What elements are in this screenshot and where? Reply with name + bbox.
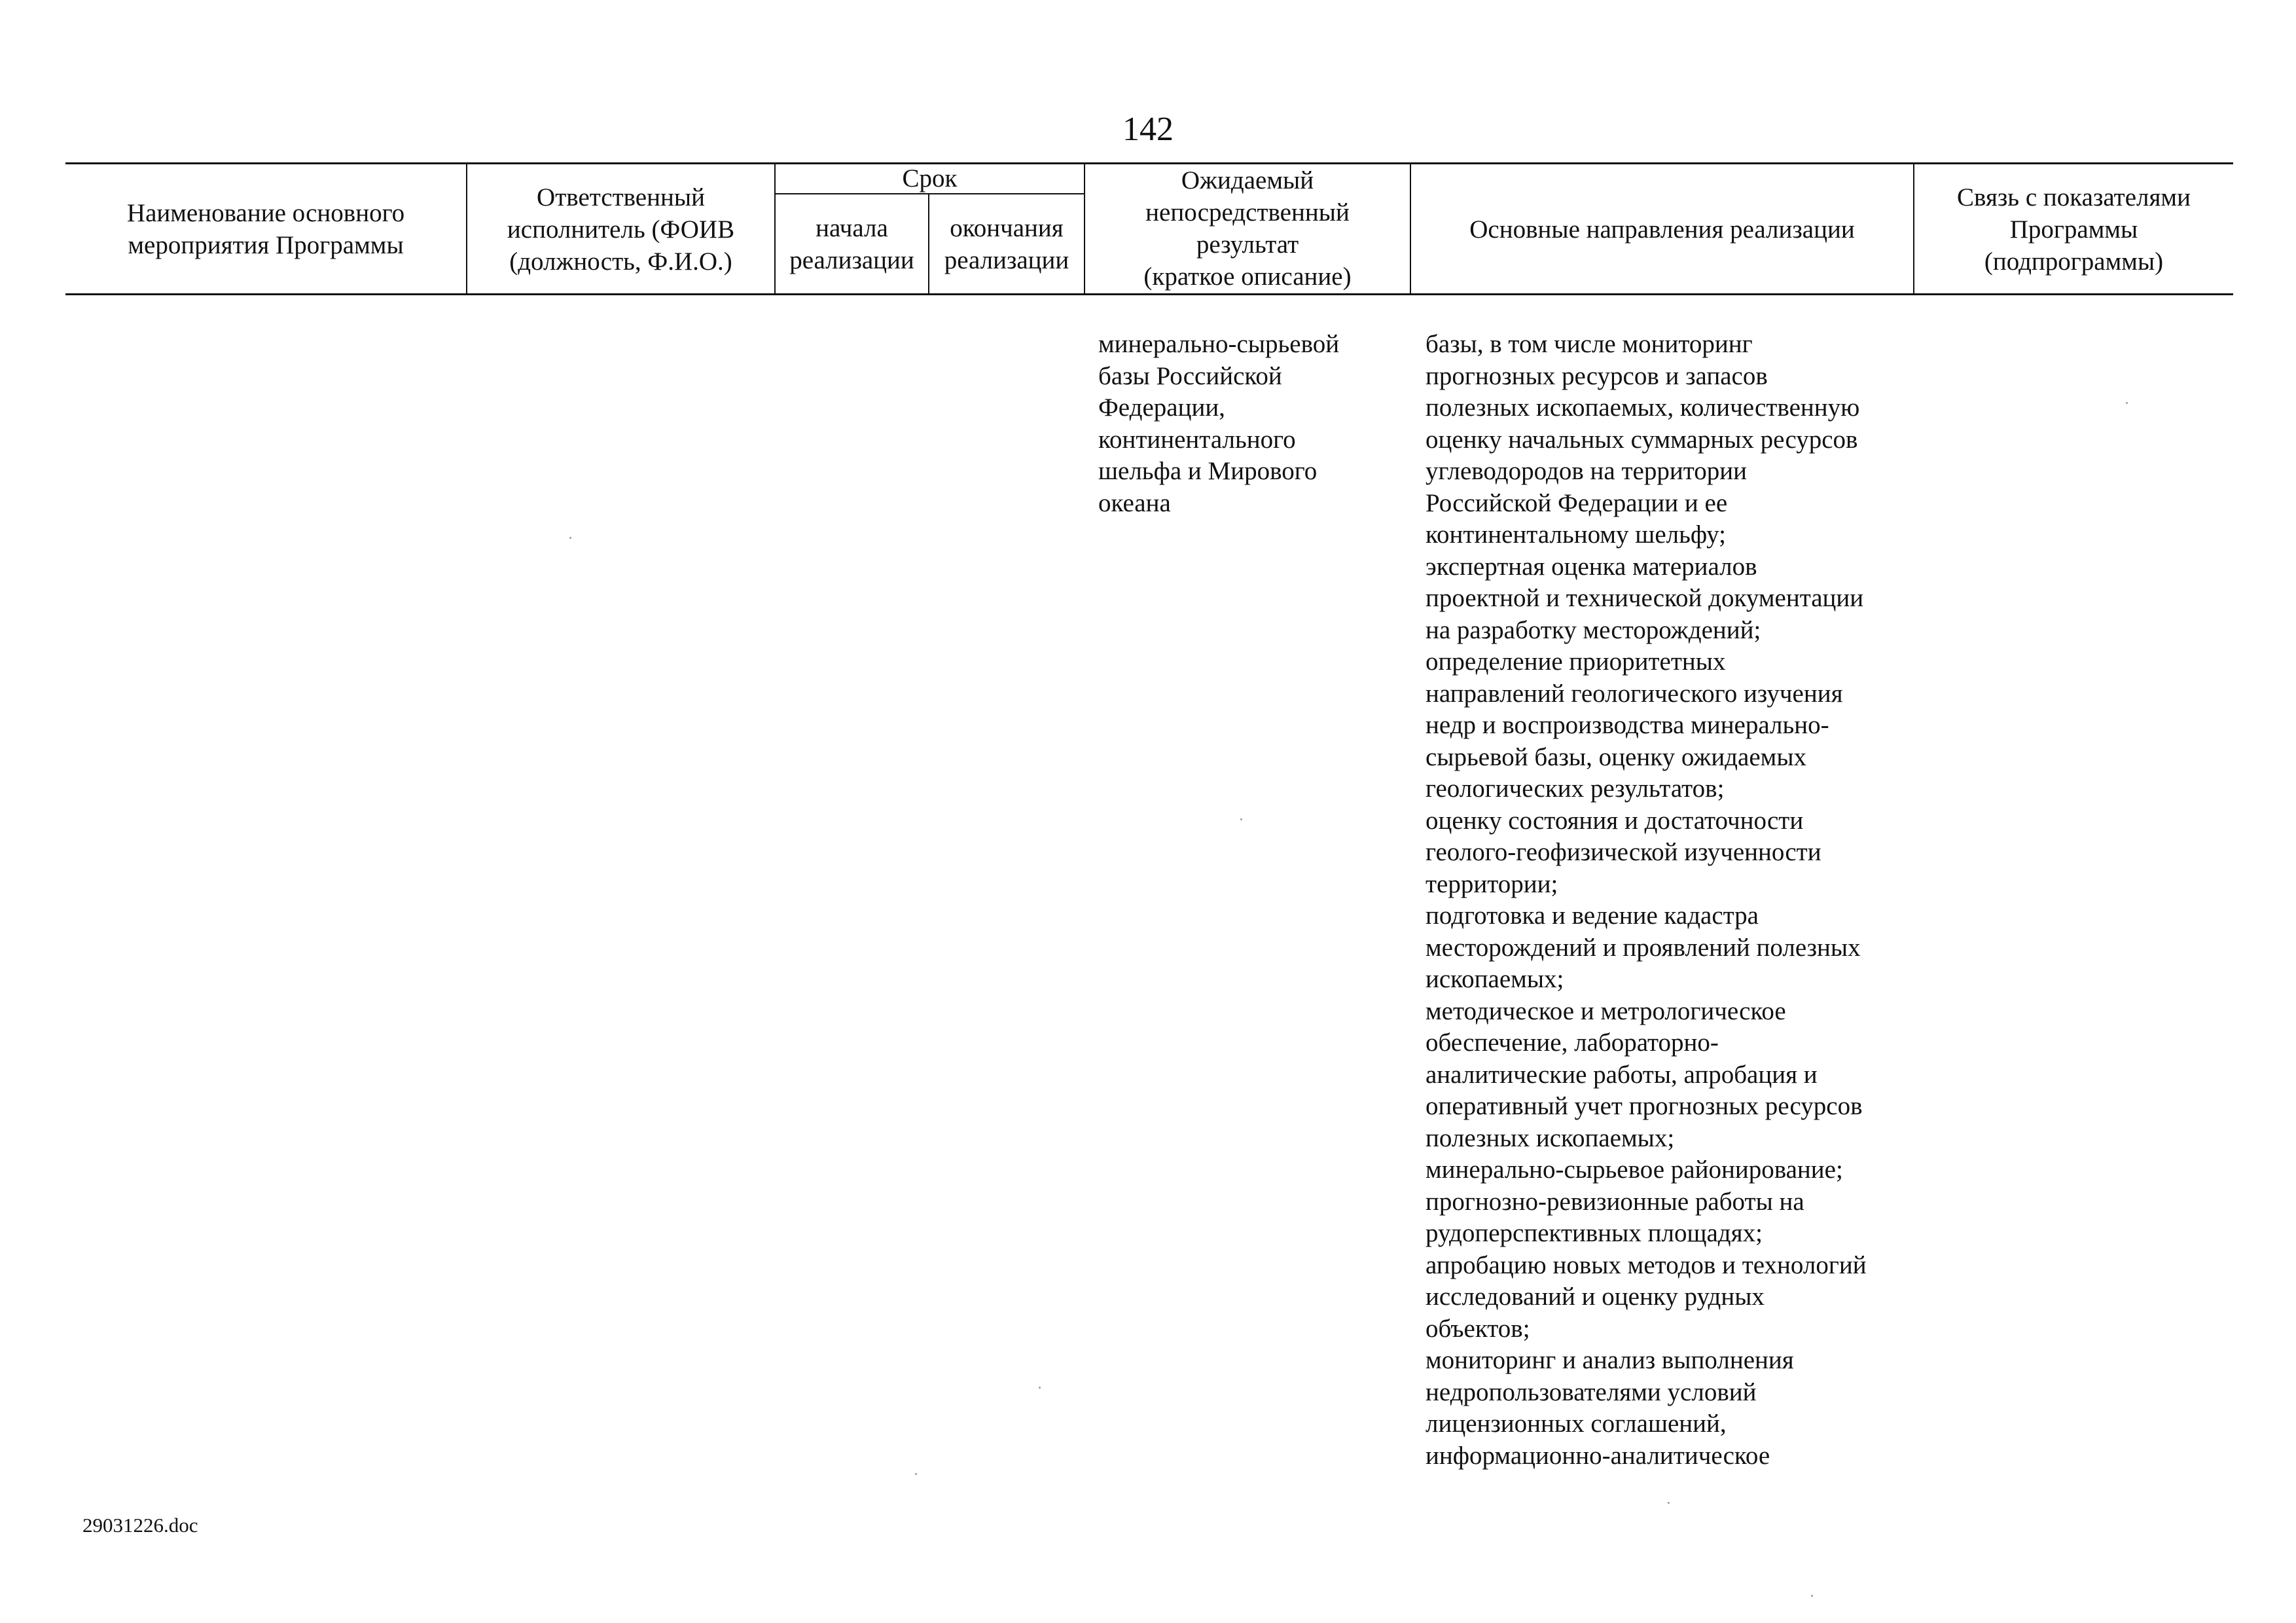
header-responsible: Ответственный исполнитель (ФОИВ (должность, Ф.И.О.) [507,183,735,276]
page-number: 142 [1122,111,1174,148]
scan-speck [2126,402,2128,404]
header-bottom-rule [65,293,2233,295]
header-term: Срок [902,164,958,192]
scan-speck [1811,1595,1813,1597]
scan-speck [1039,1387,1041,1389]
header-indicators-link: Связь с показателями Программы (подпрограммы) [1957,183,2191,276]
scan-speck [569,537,571,539]
document-code: 29031226.doc [82,1514,198,1537]
header-term-end: окончания реализации [944,214,1069,274]
header-activity-name: Наименование основного мероприятия Программы [126,199,405,259]
header-term-start: начала реализации [789,214,914,274]
scan-speck [1668,1502,1670,1504]
scan-speck [915,1473,917,1475]
header-expected-result: Ожидаемый непосредственный результат (краткое описание) [1143,166,1352,291]
expected-result-text: минерально-сырьевой базы Российской Федерации, континентального шельфа и Мирового океана [1098,330,1340,517]
scan-speck [1240,818,1242,820]
table-header [65,162,2233,293]
main-directions-text: базы, в том числе мониторинг прогнозных ресурсов и запасов полезных ископаемых, количественную оценку начальных суммарных ресурсов углеводородов на территории Российской Федерации и ее континентальному шельфу; экспертная оценка материалов проектной и технической документации на разработку месторождений; определение приоритетных направлений геологического изучения недр и воспроизводства минерально- сырьевой базы, оценку ожидаемых геологических результатов; оценку состояния и достаточности геолого-геофизической изученности территории; подготовка и ведение кадастра месторождений и проявлений полезных ископаемых; методическое и метрологическое обеспечение, лабораторно- аналитические работы, апробация и оперативный учет прогнозных ресурсов полезных ископаемых; минерально-сырьевое районирование; прогнозно-ревизионные работы на рудоперспективных площадях; апробацию новых методов и технологий исследований и оценку рудных объектов; мониторинг и анализ выполнения недропользователями условий лицензионных соглашений, информационно-аналитическое [1426,330,1867,1470]
header-main-directions: Основные направления реализации [1469,215,1855,244]
